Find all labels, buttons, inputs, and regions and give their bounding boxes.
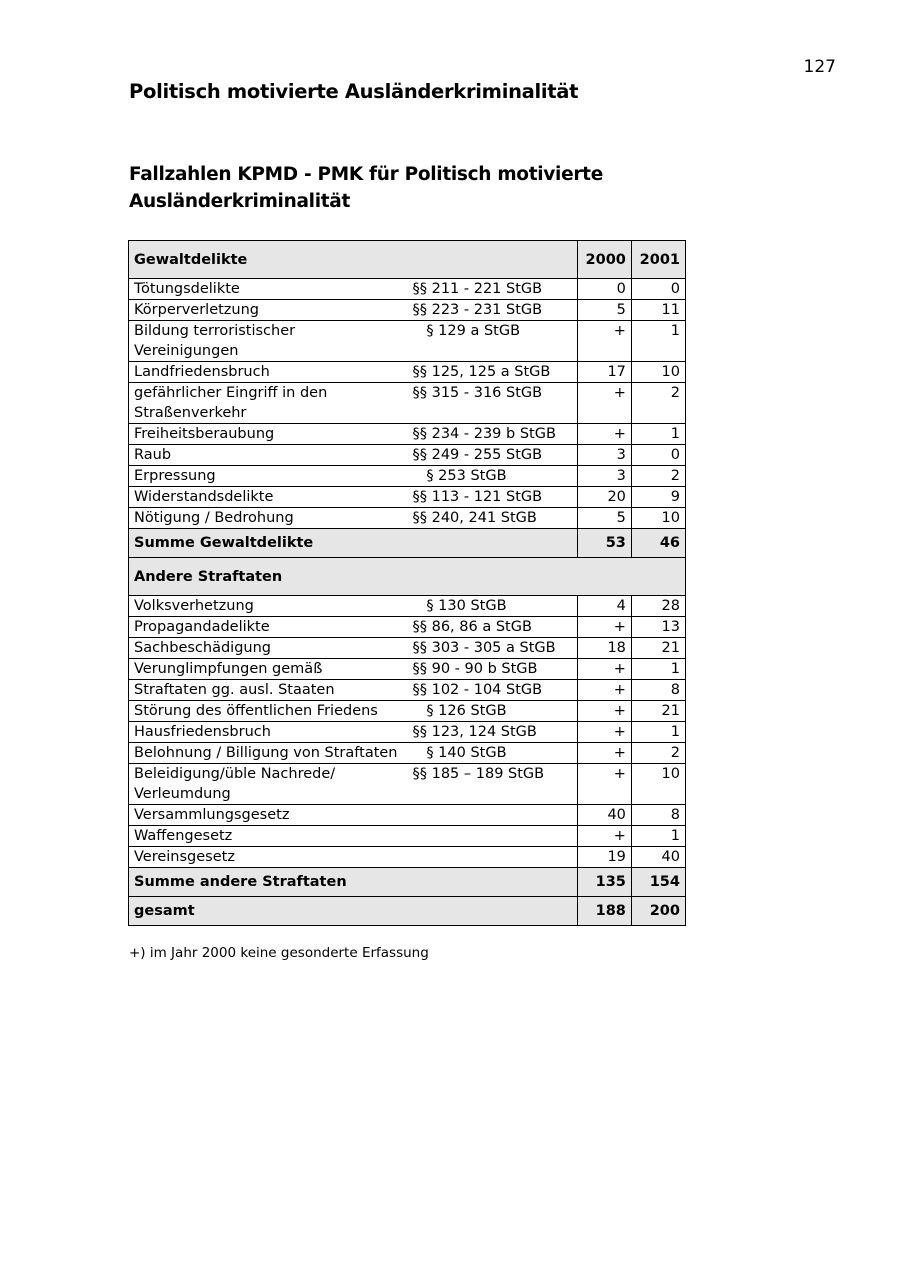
table-row: [129, 743, 686, 764]
row-value-2000: +: [577, 680, 631, 701]
row-value-2000: +: [577, 659, 631, 680]
sum-row-gewaltdelikte: [129, 529, 686, 558]
table-row: [129, 659, 686, 680]
row-value-2001: 10: [631, 508, 685, 529]
section-title-andere-straftaten: Andere Straftaten: [129, 558, 686, 596]
row-legal-reference: § 140 StGB: [408, 743, 578, 764]
row-legal-reference: §§ 240, 241 StGB: [408, 508, 578, 529]
row-label: Tötungsdelikte: [129, 279, 408, 300]
row-value-2001: 8: [631, 680, 685, 701]
total-row: [129, 897, 686, 926]
row-value-2001: 0: [631, 279, 685, 300]
table-row: [129, 508, 686, 529]
sum-value-2001: 154: [631, 868, 685, 897]
total-label: gesamt: [129, 897, 578, 926]
row-label: Beleidigung/üble Nachrede/ Verleumdung: [129, 764, 408, 805]
table-row: [129, 279, 686, 300]
row-label: Erpressung: [129, 466, 408, 487]
row-label: Straftaten gg. ausl. Staaten: [129, 680, 408, 701]
table-row: [129, 764, 686, 805]
row-value-2001: 1: [631, 659, 685, 680]
row-value-2000: +: [577, 383, 631, 424]
table-row: [129, 362, 686, 383]
row-legal-reference: §§ 123, 124 StGB: [408, 722, 578, 743]
row-value-2000: 20: [577, 487, 631, 508]
row-label: Landfriedensbruch: [129, 362, 408, 383]
row-value-2000: 3: [577, 445, 631, 466]
row-legal-reference: §§ 90 - 90 b StGB: [408, 659, 578, 680]
row-label: Verunglimpfungen gemäß: [129, 659, 408, 680]
row-value-2000: 18: [577, 638, 631, 659]
row-value-2000: 0: [577, 279, 631, 300]
row-value-2000: 4: [577, 596, 631, 617]
row-legal-reference: §§ 211 - 221 StGB: [408, 279, 578, 300]
row-label: Belohnung / Billigung von Straftaten: [129, 743, 408, 764]
row-value-2000: +: [577, 321, 631, 362]
row-legal-reference: §§ 86, 86 a StGB: [408, 617, 578, 638]
row-label: Nötigung / Bedrohung: [129, 508, 408, 529]
table-row: [129, 722, 686, 743]
row-label: Volksverhetzung: [129, 596, 408, 617]
total-value-2001: 200: [631, 897, 685, 926]
page-number: 127: [803, 57, 836, 77]
row-label: Vereinsgesetz: [129, 847, 408, 868]
sum-value-2000: 135: [577, 868, 631, 897]
row-legal-reference: §§ 185 – 189 StGB: [408, 764, 578, 805]
sum-label: Summe Gewaltdelikte: [129, 529, 578, 558]
row-legal-reference: §§ 303 - 305 a StGB: [408, 638, 578, 659]
row-legal-reference: §§ 102 - 104 StGB: [408, 680, 578, 701]
row-label: Propagandadelikte: [129, 617, 408, 638]
table-row: [129, 638, 686, 659]
row-value-2001: 2: [631, 743, 685, 764]
row-value-2001: 21: [631, 638, 685, 659]
table-caption: Fallzahlen KPMD - PMK für Politisch motivierte Ausländerkriminalität: [129, 164, 603, 212]
row-value-2001: 21: [631, 701, 685, 722]
row-label: Körperverletzung: [129, 300, 408, 321]
row-legal-reference: §§ 223 - 231 StGB: [408, 300, 578, 321]
row-value-2001: 2: [631, 383, 685, 424]
sum-value-2000: 53: [577, 529, 631, 558]
row-legal-reference: § 129 a StGB: [408, 321, 578, 362]
row-label: Bildung terroristischer Vereinigungen: [129, 321, 408, 362]
row-label: Versammlungsgesetz: [129, 805, 408, 826]
table-header-row: [129, 241, 686, 279]
row-value-2000: 17: [577, 362, 631, 383]
row-label: Raub: [129, 445, 408, 466]
row-label: Freiheitsberaubung: [129, 424, 408, 445]
row-value-2001: 28: [631, 596, 685, 617]
row-label: Hausfriedensbruch: [129, 722, 408, 743]
row-value-2000: +: [577, 617, 631, 638]
table-row: [129, 300, 686, 321]
row-legal-reference: [408, 847, 578, 868]
row-value-2001: 11: [631, 300, 685, 321]
row-value-2000: 5: [577, 300, 631, 321]
row-label: Sachbeschädigung: [129, 638, 408, 659]
row-value-2000: +: [577, 743, 631, 764]
total-value-2000: 188: [577, 897, 631, 926]
row-value-2000: 40: [577, 805, 631, 826]
column-header-2000: 2000: [577, 241, 631, 279]
section-title-gewaltdelikte: Gewaltdelikte: [129, 241, 578, 279]
row-value-2000: +: [577, 764, 631, 805]
row-legal-reference: § 253 StGB: [408, 466, 578, 487]
row-value-2001: 1: [631, 321, 685, 362]
row-legal-reference: §§ 315 - 316 StGB: [408, 383, 578, 424]
table-row: [129, 701, 686, 722]
table-row: [129, 826, 686, 847]
table-row: [129, 383, 686, 424]
row-value-2000: +: [577, 826, 631, 847]
row-legal-reference: §§ 125, 125 a StGB: [408, 362, 578, 383]
sum-label: Summe andere Straftaten: [129, 868, 578, 897]
table-row: [129, 321, 686, 362]
statistics-table: [128, 240, 686, 926]
row-value-2000: +: [577, 722, 631, 743]
row-legal-reference: [408, 826, 578, 847]
table-row: [129, 805, 686, 826]
row-value-2001: 13: [631, 617, 685, 638]
row-value-2001: 40: [631, 847, 685, 868]
row-value-2000: +: [577, 701, 631, 722]
section-header-row: [129, 558, 686, 596]
row-legal-reference: [408, 805, 578, 826]
table-row: [129, 487, 686, 508]
row-value-2000: +: [577, 424, 631, 445]
row-legal-reference: §§ 249 - 255 StGB: [408, 445, 578, 466]
sum-row-andere-straftaten: [129, 868, 686, 897]
row-value-2001: 8: [631, 805, 685, 826]
column-header-2001: 2001: [631, 241, 685, 279]
row-label: Waffengesetz: [129, 826, 408, 847]
table-row: [129, 445, 686, 466]
row-legal-reference: §§ 113 - 121 StGB: [408, 487, 578, 508]
page-title: Politisch motivierte Ausländerkriminalität: [129, 80, 579, 103]
table-row: [129, 680, 686, 701]
row-value-2000: 3: [577, 466, 631, 487]
row-value-2001: 9: [631, 487, 685, 508]
row-value-2001: 10: [631, 362, 685, 383]
row-value-2001: 2: [631, 466, 685, 487]
row-legal-reference: §§ 234 - 239 b StGB: [408, 424, 578, 445]
table-row: [129, 596, 686, 617]
row-legal-reference: § 126 StGB: [408, 701, 578, 722]
footnote: +) im Jahr 2000 keine gesonderte Erfassung: [129, 945, 429, 961]
row-label: Widerstandsdelikte: [129, 487, 408, 508]
row-legal-reference: § 130 StGB: [408, 596, 578, 617]
row-value-2000: 19: [577, 847, 631, 868]
table-row: [129, 617, 686, 638]
row-value-2000: 5: [577, 508, 631, 529]
row-label: gefährlicher Eingriff in den Straßenverkehr: [129, 383, 408, 424]
table-row: [129, 424, 686, 445]
table-row: [129, 847, 686, 868]
row-value-2001: 1: [631, 826, 685, 847]
row-value-2001: 1: [631, 424, 685, 445]
row-label: Störung des öffentlichen Friedens: [129, 701, 408, 722]
sum-value-2001: 46: [631, 529, 685, 558]
table-row: [129, 466, 686, 487]
row-value-2001: 10: [631, 764, 685, 805]
row-value-2001: 1: [631, 722, 685, 743]
row-value-2001: 0: [631, 445, 685, 466]
